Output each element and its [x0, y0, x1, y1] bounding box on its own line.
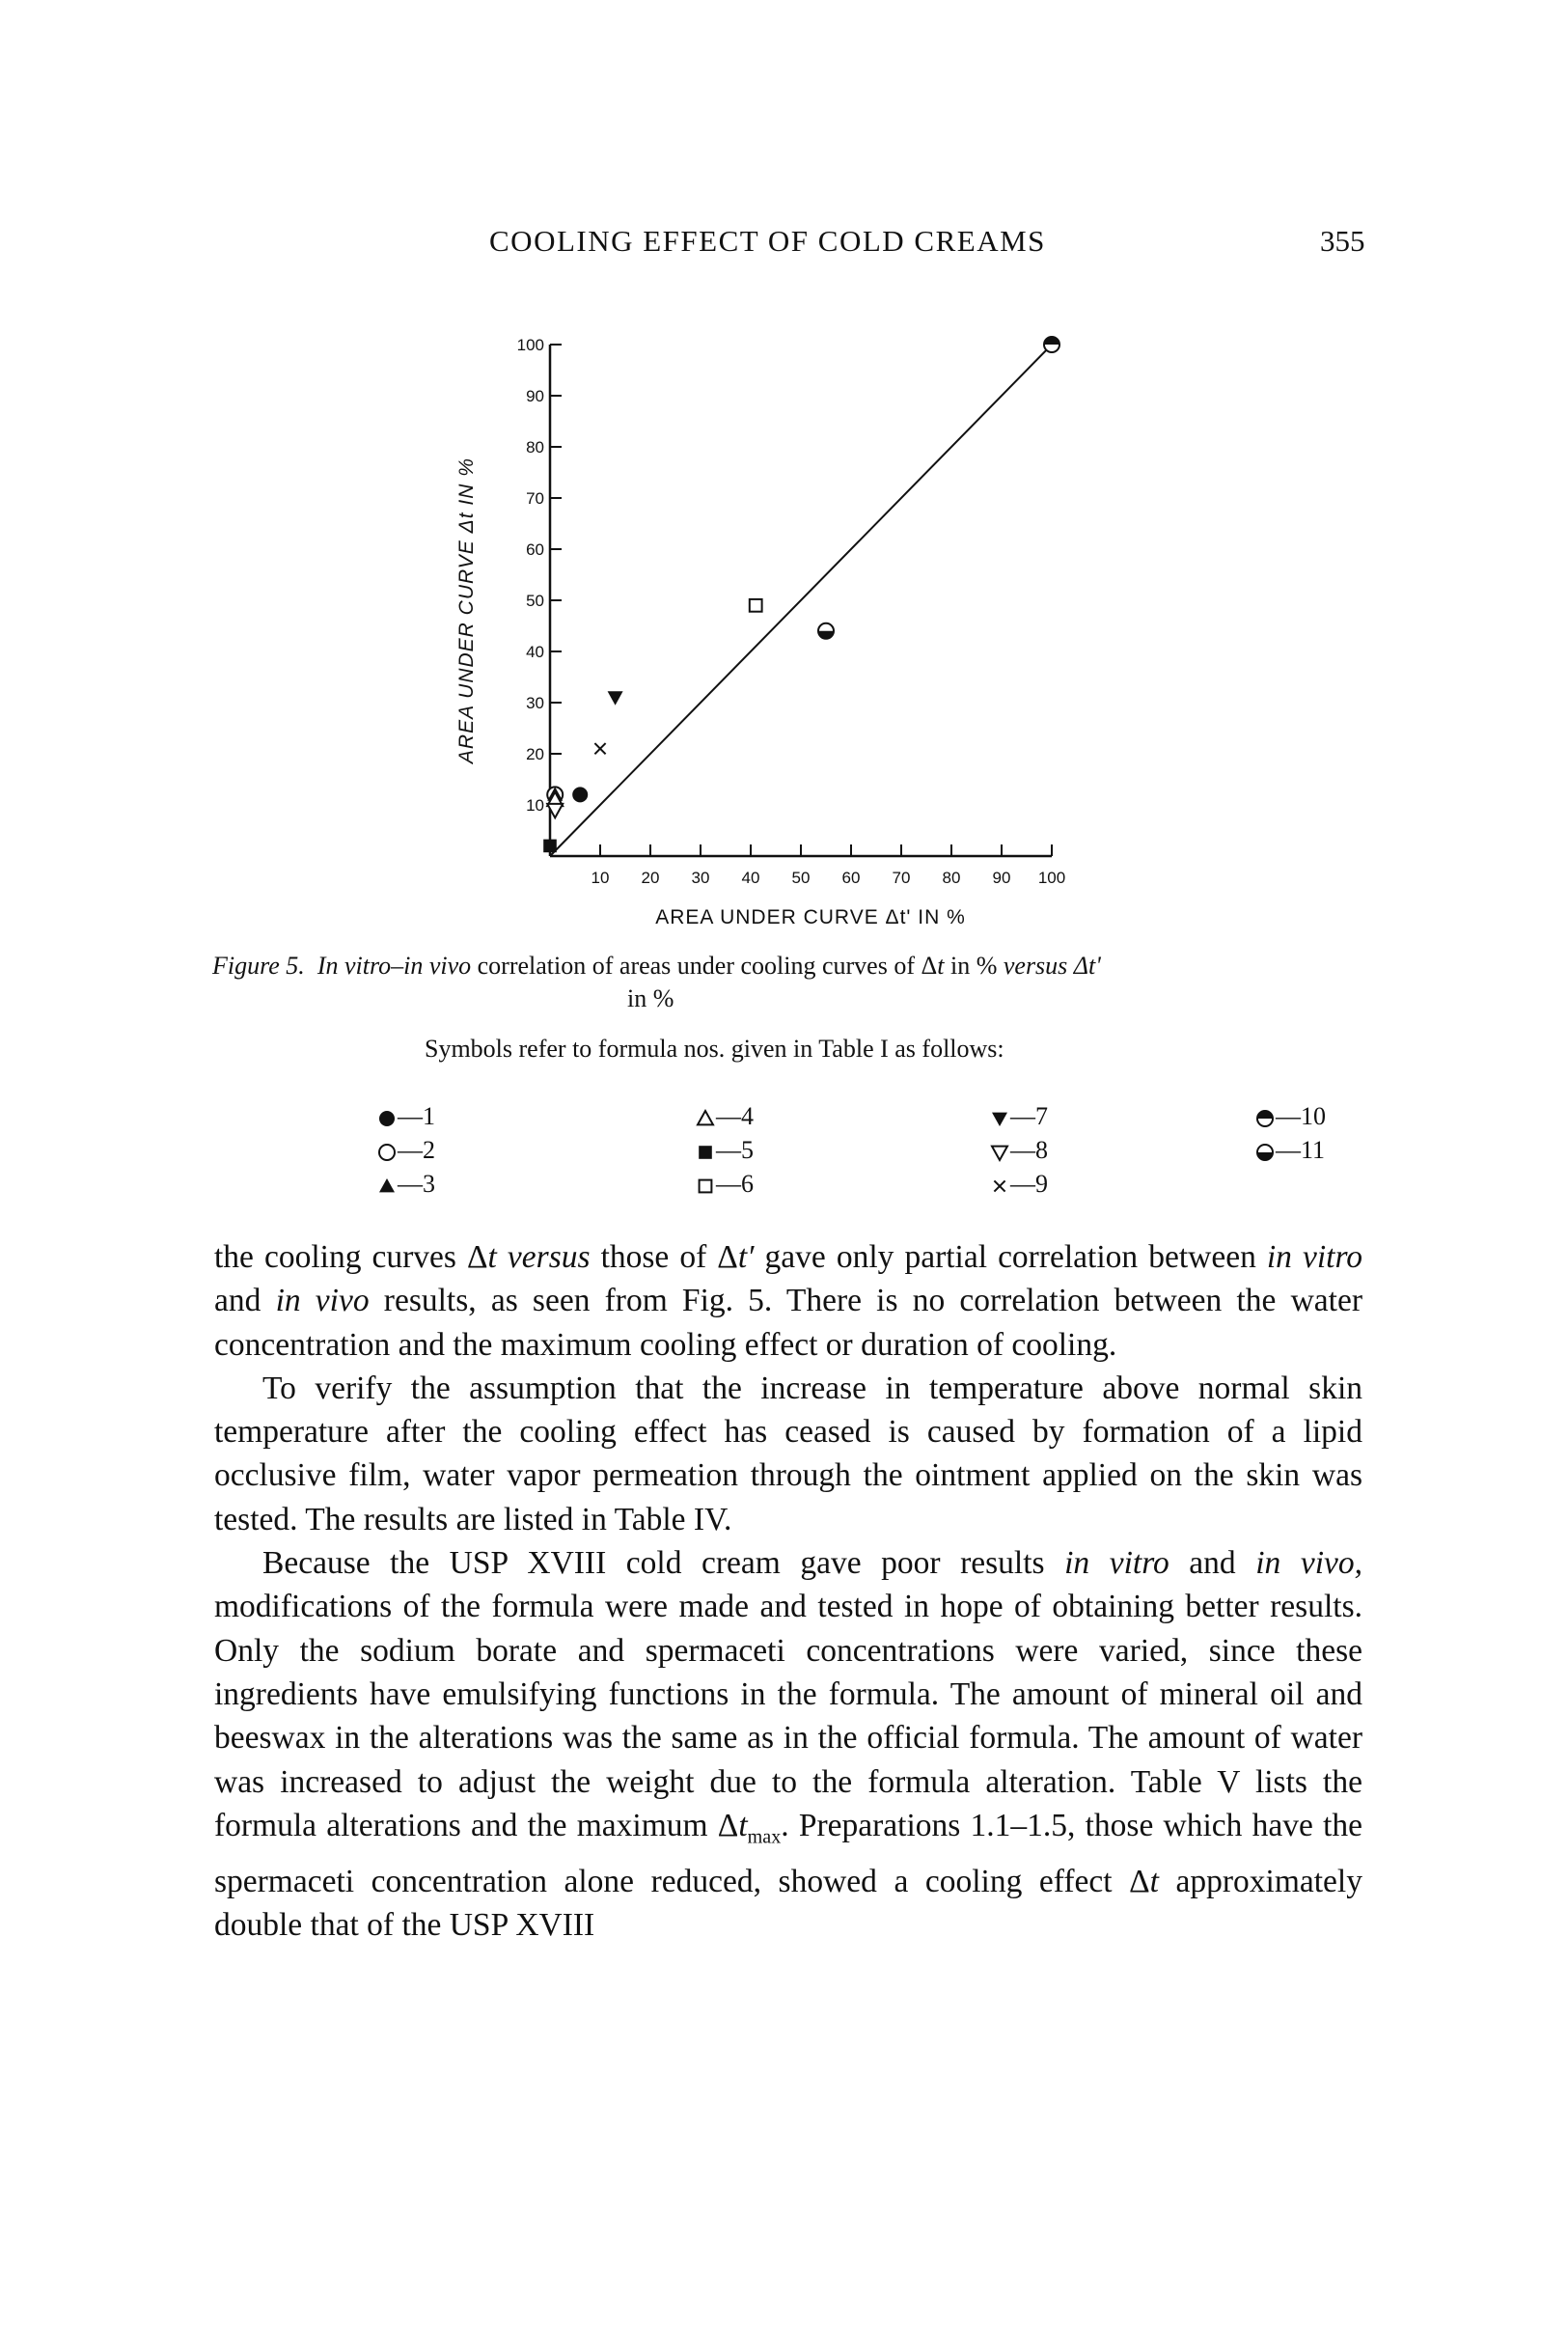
legend-label: —8 — [1010, 1136, 1048, 1164]
legend-label: —9 — [1010, 1170, 1048, 1198]
legend-label: —7 — [1010, 1102, 1048, 1130]
figure-5-chart — [425, 294, 1158, 931]
legend-symbol-icon — [376, 1176, 398, 1197]
x-axis-label: AREA UNDER CURVE Δt' IN % — [655, 906, 966, 928]
x-tick-label: 10 — [591, 869, 610, 887]
y-tick-label: 50 — [526, 592, 544, 610]
y-tick-label: 30 — [526, 694, 544, 712]
data-point-formula-1 — [572, 787, 588, 802]
y-tick-label: 90 — [526, 387, 544, 405]
page-header — [0, 224, 1568, 263]
legend-item — [376, 1134, 435, 1167]
x-axis-ticks — [591, 844, 1066, 887]
figure-label: Figure 5. — [212, 952, 305, 980]
legend-symbol-icon — [376, 1142, 398, 1163]
legend-symbol-icon — [1254, 1108, 1276, 1129]
figure-caption — [212, 948, 1361, 984]
caption-line-2: in % — [627, 984, 674, 1012]
symbols-intro: Symbols refer to formula nos. given in Table I as follows: — [425, 1035, 1004, 1063]
legend-item — [376, 1100, 435, 1133]
legend-label: —5 — [716, 1136, 754, 1164]
legend-item — [989, 1134, 1048, 1167]
y-tick-label: 40 — [526, 643, 544, 661]
data-point-formula-7 — [608, 691, 623, 705]
legend-label: —1 — [398, 1102, 435, 1130]
x-tick-label: 70 — [892, 869, 911, 887]
legend-symbol-icon — [1254, 1142, 1276, 1163]
legend-item — [695, 1100, 754, 1133]
legend-item — [989, 1100, 1048, 1133]
legend-symbol-icon — [695, 1108, 716, 1129]
caption-text: correlation of areas under cooling curves of Δ — [477, 952, 938, 980]
legend-label: —2 — [398, 1136, 435, 1164]
x-tick-label: 100 — [1037, 869, 1066, 887]
x-tick-label: 80 — [942, 869, 961, 887]
data-point-formula-11 — [818, 623, 834, 639]
legend-label: —10 — [1276, 1102, 1326, 1130]
data-point-formula-9 — [594, 743, 605, 754]
x-tick-label: 60 — [841, 869, 861, 887]
legend-item — [1254, 1134, 1325, 1167]
legend-label: —4 — [716, 1102, 754, 1130]
paragraph-2: To verify the assumption that the increase in temperature above normal skin temperature after the cooling effect has ceased is caused by formation of a lipid occlusive film, water vapor permeation through the ointment applied on the skin was tested. The results are listed in Table IV. — [214, 1370, 1362, 1537]
y-tick-label: 20 — [526, 745, 544, 763]
y-tick-label: 60 — [526, 540, 544, 559]
body-text — [214, 1235, 1362, 1947]
legend-label: —11 — [1276, 1136, 1326, 1164]
data-points — [543, 337, 1059, 852]
caption-versus: versus — [1003, 952, 1068, 980]
y-tick-label: 100 — [516, 336, 544, 354]
paragraph-1: the cooling curves Δt versus those of Δt′ gave only partial correlation between in vitro and in vivo results, as seen from Fig. 5. There is no correlation between the water concentration and the maximum cooling effect or duration of cooling. — [214, 1239, 1363, 1363]
legend-label: —3 — [398, 1170, 435, 1198]
caption-t: t — [937, 952, 945, 980]
data-point-formula-5 — [543, 840, 557, 853]
x-tick-label: 20 — [641, 869, 660, 887]
x-tick-label: 90 — [992, 869, 1011, 887]
legend-item — [989, 1168, 1048, 1201]
legend-item — [695, 1168, 754, 1201]
legend-symbol-icon — [695, 1142, 716, 1163]
legend-symbol-icon — [989, 1142, 1010, 1163]
legend-label: —6 — [716, 1170, 754, 1198]
legend-symbol-icon — [989, 1176, 1010, 1197]
y-tick-label: 80 — [526, 438, 544, 457]
legend-item — [695, 1134, 754, 1167]
y-tick-label: 10 — [526, 796, 544, 815]
data-point-formula-10 — [1044, 337, 1059, 352]
data-point-formula-6 — [750, 599, 762, 612]
x-tick-label: 50 — [791, 869, 811, 887]
x-tick-label: 30 — [691, 869, 710, 887]
y-axis-label: AREA UNDER CURVE Δt IN % — [455, 457, 478, 764]
page-number: 355 — [1320, 224, 1365, 258]
y-axis-ticks — [517, 336, 562, 815]
running-title: COOLING EFFECT OF COLD CREAMS — [489, 224, 1046, 258]
legend-symbol-icon — [989, 1108, 1010, 1129]
paragraph-3: Because the USP XVIII cold cream gave poor results in vitro and in vivo, modifications of the formula were made and tested in hope of obtaining better results. Only the sodium borate and spermaceti concentrations were varied, since these ingredients have emulsifying functions in the formula. The amount of mineral oil and beeswax in the alterations was the same as in the official formula. The amount of water was increased to adjust the weight due to the formula alteration. Table V lists the formula alterations and the maximum $\Delta t_{max}$. Preparations 1.1–1.5, those which have the spermaceti concentration alone reduced, showed a cooling effect Δt approximately double that of the USP XVIII — [214, 1545, 1363, 1944]
legend-symbol-icon — [695, 1176, 716, 1197]
caption-in-vitro-in-vivo: In vitro–in vivo — [316, 952, 472, 980]
y-tick-label: 70 — [526, 489, 544, 508]
caption-mid: in % — [949, 952, 1004, 980]
legend-item — [376, 1168, 435, 1201]
x-tick-label: 40 — [741, 869, 760, 887]
caption-delta-t-prime: Δt' — [1073, 952, 1101, 980]
legend-symbol-icon — [376, 1108, 398, 1129]
legend-item — [1254, 1100, 1326, 1133]
regression-line — [550, 345, 1052, 856]
